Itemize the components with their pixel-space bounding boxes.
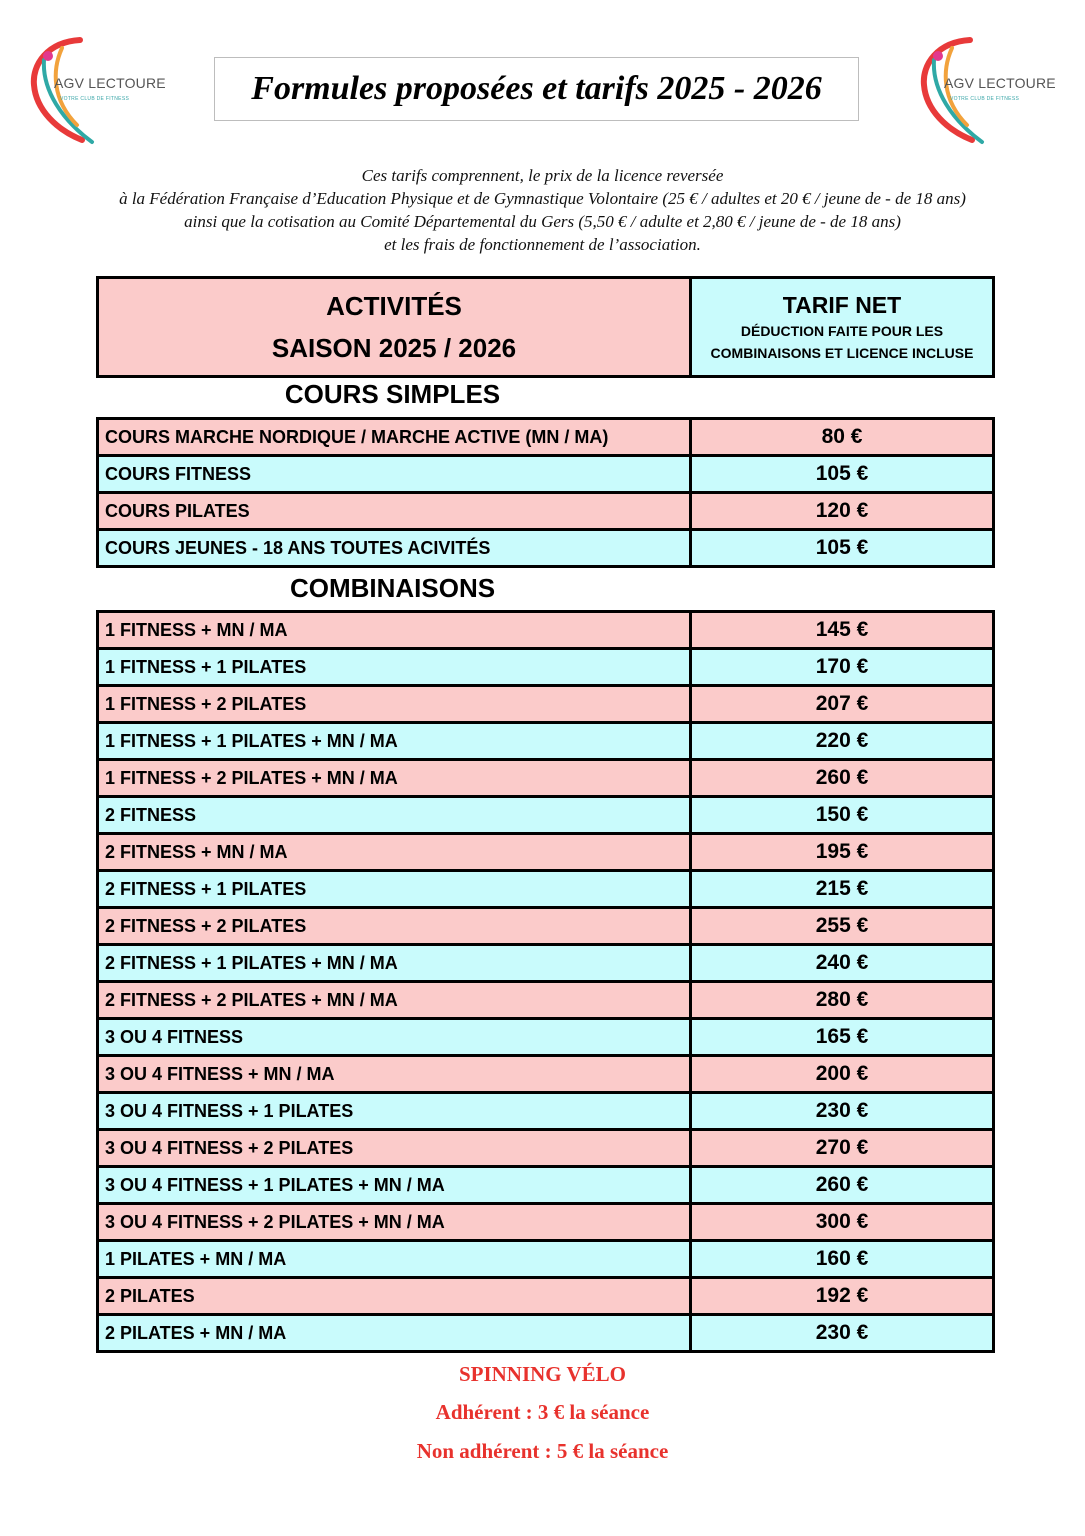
price-cell: 160 € (691, 1241, 994, 1278)
price-header-cell (691, 278, 994, 377)
table-row (98, 1278, 994, 1315)
activities-header-cell (98, 278, 691, 377)
price-cell: 280 € (691, 982, 994, 1019)
intro-line: ainsi que la cotisation au Comité Départemental du Gers (5,50 € / adulte et 2,80 € / jeune de - de 18 ans) (184, 212, 901, 231)
table-row (98, 908, 994, 945)
table-row (98, 530, 994, 567)
price-cell: 105 € (691, 530, 994, 567)
table-row (98, 797, 994, 834)
intro-text (0, 164, 1085, 256)
activity-cell: COURS JEUNES - 18 ANS TOUTES ACIVITÉS (98, 530, 691, 567)
activity-cell: COURS MARCHE NORDIQUE / MARCHE ACTIVE (MN / MA) (98, 419, 691, 456)
page-title: Formules proposées et tarifs 2025 - 2026 (251, 70, 822, 107)
activity-cell: 3 OU 4 FITNESS + 2 PILATES (98, 1130, 691, 1167)
price-cell: 120 € (691, 493, 994, 530)
price-cell: 215 € (691, 871, 994, 908)
table-row (98, 456, 994, 493)
activity-cell: 2 PILATES + MN / MA (98, 1315, 691, 1352)
table-row (98, 1056, 994, 1093)
price-cell: 145 € (691, 612, 994, 649)
table-row (98, 612, 994, 649)
table-row (98, 871, 994, 908)
activity-cell: 1 PILATES + MN / MA (98, 1241, 691, 1278)
intro-line: et les frais de fonctionnement de l’association. (384, 235, 701, 254)
price-cell: 230 € (691, 1315, 994, 1352)
activity-cell: 2 FITNESS + MN / MA (98, 834, 691, 871)
table-row (98, 982, 994, 1019)
non-member-price: Non adhérent : 5 € la séance (416, 1439, 669, 1463)
activity-cell: 3 OU 4 FITNESS + 2 PILATES + MN / MA (98, 1204, 691, 1241)
table-row (98, 945, 994, 982)
activity-cell: 2 FITNESS + 2 PILATES + MN / MA (98, 982, 691, 1019)
price-cell: 80 € (691, 419, 994, 456)
price-cell: 260 € (691, 760, 994, 797)
activity-cell: 1 FITNESS + 2 PILATES (98, 686, 691, 723)
price-cell: 207 € (691, 686, 994, 723)
price-cell: 230 € (691, 1093, 994, 1130)
activity-cell: 2 PILATES (98, 1278, 691, 1315)
table-row (98, 649, 994, 686)
price-cell: 192 € (691, 1278, 994, 1315)
table-row (98, 834, 994, 871)
intro-line: à la Fédération Française d’Education Physique et de Gymnastique Volontaire (25 € / adultes et 20 € / jeune de - de 18 ans) (119, 189, 966, 208)
club-logo-right (912, 30, 1062, 150)
net-price-heading: TARIF NET (782, 292, 902, 318)
table-row (98, 723, 994, 760)
logo-name: AGV LECTOURE (944, 75, 1056, 91)
table-row (98, 1167, 994, 1204)
table-row (98, 493, 994, 530)
price-cell: 195 € (691, 834, 994, 871)
price-cell: 150 € (691, 797, 994, 834)
activity-cell: 2 FITNESS + 2 PILATES (98, 908, 691, 945)
table-row (98, 1019, 994, 1056)
price-cell: 220 € (691, 723, 994, 760)
logo-tagline: VOTRE CLUB DE FITNESS (60, 96, 130, 102)
table-row (98, 419, 994, 456)
price-cell: 165 € (691, 1019, 994, 1056)
price-cell: 170 € (691, 649, 994, 686)
price-cell: 105 € (691, 456, 994, 493)
member-price: Adhérent : 3 € la séance (435, 1400, 650, 1424)
activity-cell: 1 FITNESS + MN / MA (98, 612, 691, 649)
table-row (98, 760, 994, 797)
price-cell: 300 € (691, 1204, 994, 1241)
activity-cell: 3 OU 4 FITNESS (98, 1019, 691, 1056)
activity-cell: 3 OU 4 FITNESS + 1 PILATES (98, 1093, 691, 1130)
activity-cell: 3 OU 4 FITNESS + 1 PILATES + MN / MA (98, 1167, 691, 1204)
club-logo-left (22, 30, 172, 150)
price-cell: 200 € (691, 1056, 994, 1093)
logo-name: AGV LECTOURE (54, 75, 166, 91)
simple-courses-table (96, 417, 995, 568)
header-table (96, 276, 995, 378)
deduction-note: DÉDUCTION FAITE POUR LES (740, 323, 944, 339)
price-cell: 270 € (691, 1130, 994, 1167)
activity-cell: 2 FITNESS (98, 797, 691, 834)
activities-heading: ACTIVITÉS (326, 291, 462, 321)
table-row (98, 1241, 994, 1278)
table-row (98, 1315, 994, 1352)
season-heading: SAISON 2025 / 2026 (271, 333, 517, 363)
activity-cell: COURS PILATES (98, 493, 691, 530)
title-box (214, 57, 859, 121)
table-row (98, 686, 994, 723)
intro-line: Ces tarifs comprennent, le prix de la licence reversée (361, 166, 724, 185)
activity-cell: 2 FITNESS + 1 PILATES + MN / MA (98, 945, 691, 982)
price-cell: 260 € (691, 1167, 994, 1204)
activity-cell: 1 FITNESS + 1 PILATES + MN / MA (98, 723, 691, 760)
activity-cell: 3 OU 4 FITNESS + MN / MA (98, 1056, 691, 1093)
price-cell: 240 € (691, 945, 994, 982)
activity-cell: COURS FITNESS (98, 456, 691, 493)
activity-cell: 1 FITNESS + 2 PILATES + MN / MA (98, 760, 691, 797)
activity-cell: 2 FITNESS + 1 PILATES (98, 871, 691, 908)
activity-cell: 1 FITNESS + 1 PILATES (98, 649, 691, 686)
price-cell: 255 € (691, 908, 994, 945)
combinations-title: COMBINAISONS (289, 573, 496, 603)
table-row (98, 1130, 994, 1167)
deduction-note: COMBINAISONS ET LICENCE INCLUSE (710, 345, 974, 361)
spinning-heading: SPINNING VÉLO (458, 1362, 627, 1386)
combinations-table (96, 610, 995, 1353)
logo-tagline: VOTRE CLUB DE FITNESS (950, 96, 1020, 102)
table-row (98, 1093, 994, 1130)
simple-courses-title: COURS SIMPLES (284, 379, 501, 409)
table-row (98, 1204, 994, 1241)
